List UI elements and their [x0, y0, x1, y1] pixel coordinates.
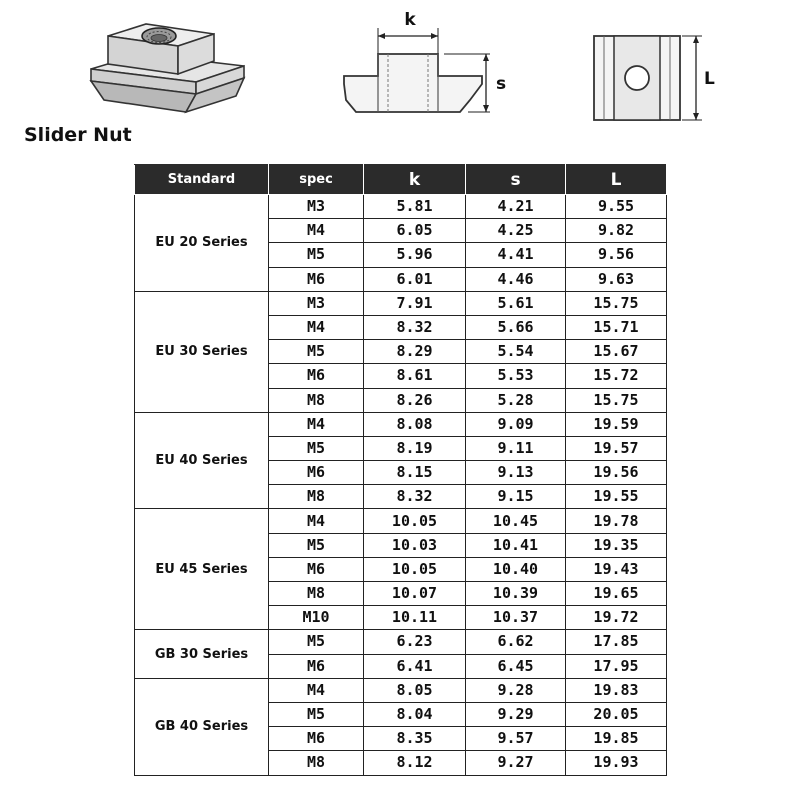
- l-cell: 19.83: [566, 678, 667, 702]
- s-cell: 10.39: [466, 582, 566, 606]
- k-cell: 8.35: [364, 727, 466, 751]
- k-cell: 7.91: [364, 291, 466, 315]
- s-cell: 9.13: [466, 461, 566, 485]
- l-cell: 19.93: [566, 751, 667, 775]
- spec-cell: M4: [269, 509, 364, 533]
- header-l: L: [566, 165, 667, 195]
- s-cell: 6.45: [466, 654, 566, 678]
- k-cell: 5.96: [364, 243, 466, 267]
- l-cell: 17.85: [566, 630, 667, 654]
- s-cell: 4.21: [466, 195, 566, 219]
- spec-cell: M3: [269, 195, 364, 219]
- s-cell: 10.37: [466, 606, 566, 630]
- spec-cell: M5: [269, 243, 364, 267]
- l-cell: 15.67: [566, 340, 667, 364]
- s-cell: 6.62: [466, 630, 566, 654]
- spec-cell: M8: [269, 751, 364, 775]
- k-cell: 5.81: [364, 195, 466, 219]
- l-cell: 19.35: [566, 533, 667, 557]
- series-cell: EU 40 Series: [135, 412, 269, 509]
- l-cell: 19.55: [566, 485, 667, 509]
- k-cell: 10.05: [364, 509, 466, 533]
- s-cell: 10.45: [466, 509, 566, 533]
- s-cell: 10.41: [466, 533, 566, 557]
- l-cell: 19.59: [566, 412, 667, 436]
- s-cell: 9.29: [466, 702, 566, 726]
- k-dimension-label: k: [404, 10, 416, 30]
- table-row: [135, 291, 667, 315]
- l-cell: 9.63: [566, 267, 667, 291]
- s-cell: 4.46: [466, 267, 566, 291]
- s-cell: 5.53: [466, 364, 566, 388]
- k-cell: 10.07: [364, 582, 466, 606]
- k-cell: 10.05: [364, 557, 466, 581]
- spec-cell: M5: [269, 533, 364, 557]
- spec-cell: M5: [269, 630, 364, 654]
- s-cell: 9.28: [466, 678, 566, 702]
- k-cell: 8.32: [364, 485, 466, 509]
- spec-table: [134, 164, 667, 776]
- table-row: [135, 195, 667, 219]
- l-cell: 9.82: [566, 219, 667, 243]
- k-cell: 10.11: [364, 606, 466, 630]
- table-row: [135, 630, 667, 654]
- series-cell: EU 30 Series: [135, 291, 269, 412]
- l-cell: 19.85: [566, 727, 667, 751]
- l-cell: 15.75: [566, 388, 667, 412]
- s-cell: 9.27: [466, 751, 566, 775]
- product-caption: Slider Nut: [24, 124, 132, 146]
- k-cell: 6.05: [364, 219, 466, 243]
- s-cell: 9.57: [466, 727, 566, 751]
- spec-cell: M4: [269, 412, 364, 436]
- l-cell: 19.78: [566, 509, 667, 533]
- spec-cell: M10: [269, 606, 364, 630]
- s-cell: 9.11: [466, 436, 566, 460]
- front-view-icon: [340, 8, 510, 128]
- series-cell: GB 40 Series: [135, 678, 269, 775]
- table-body: [135, 195, 667, 776]
- l-cell: 17.95: [566, 654, 667, 678]
- spec-cell: M6: [269, 461, 364, 485]
- spec-cell: M6: [269, 727, 364, 751]
- k-cell: 6.01: [364, 267, 466, 291]
- top-view-icon: [590, 28, 730, 128]
- spec-cell: M6: [269, 267, 364, 291]
- slider-nut-iso-icon: [86, 14, 246, 124]
- spec-cell: M4: [269, 219, 364, 243]
- spec-cell: M5: [269, 340, 364, 364]
- spec-cell: M5: [269, 702, 364, 726]
- l-cell: 9.56: [566, 243, 667, 267]
- k-cell: 8.04: [364, 702, 466, 726]
- k-cell: 10.03: [364, 533, 466, 557]
- series-cell: GB 30 Series: [135, 630, 269, 678]
- k-cell: 8.12: [364, 751, 466, 775]
- l-cell: 19.72: [566, 606, 667, 630]
- k-cell: 8.32: [364, 315, 466, 339]
- k-cell: 8.61: [364, 364, 466, 388]
- spec-cell: M8: [269, 485, 364, 509]
- l-cell: 19.56: [566, 461, 667, 485]
- header-s: s: [466, 165, 566, 195]
- table-row: [135, 412, 667, 436]
- header-spec: spec: [269, 165, 364, 195]
- l-cell: 19.57: [566, 436, 667, 460]
- s-cell: 9.15: [466, 485, 566, 509]
- k-cell: 8.05: [364, 678, 466, 702]
- s-cell: 5.54: [466, 340, 566, 364]
- spec-cell: M5: [269, 436, 364, 460]
- spec-cell: M8: [269, 582, 364, 606]
- k-cell: 8.29: [364, 340, 466, 364]
- spec-cell: M4: [269, 315, 364, 339]
- series-cell: EU 45 Series: [135, 509, 269, 630]
- spec-cell: M6: [269, 364, 364, 388]
- s-cell: 4.25: [466, 219, 566, 243]
- spec-cell: M3: [269, 291, 364, 315]
- table-row: [135, 678, 667, 702]
- k-cell: 8.08: [364, 412, 466, 436]
- k-cell: 8.26: [364, 388, 466, 412]
- table-header-row: [135, 165, 667, 195]
- k-cell: 8.15: [364, 461, 466, 485]
- l-cell: 19.65: [566, 582, 667, 606]
- header-standard: Standard: [135, 165, 269, 195]
- l-cell: 15.75: [566, 291, 667, 315]
- l-cell: 15.71: [566, 315, 667, 339]
- spec-cell: M8: [269, 388, 364, 412]
- l-dimension-label: L: [704, 69, 715, 89]
- table-row: [135, 509, 667, 533]
- k-cell: 8.19: [364, 436, 466, 460]
- s-cell: 9.09: [466, 412, 566, 436]
- l-cell: 9.55: [566, 195, 667, 219]
- s-cell: 4.41: [466, 243, 566, 267]
- spec-cell: M6: [269, 654, 364, 678]
- k-cell: 6.23: [364, 630, 466, 654]
- s-cell: 5.28: [466, 388, 566, 412]
- spec-cell: M4: [269, 678, 364, 702]
- k-cell: 6.41: [364, 654, 466, 678]
- l-cell: 15.72: [566, 364, 667, 388]
- l-cell: 20.05: [566, 702, 667, 726]
- s-dimension-label: s: [496, 74, 507, 94]
- l-cell: 19.43: [566, 557, 667, 581]
- header-k: k: [364, 165, 466, 195]
- s-cell: 5.66: [466, 315, 566, 339]
- s-cell: 5.61: [466, 291, 566, 315]
- spec-cell: M6: [269, 557, 364, 581]
- series-cell: EU 20 Series: [135, 195, 269, 292]
- s-cell: 10.40: [466, 557, 566, 581]
